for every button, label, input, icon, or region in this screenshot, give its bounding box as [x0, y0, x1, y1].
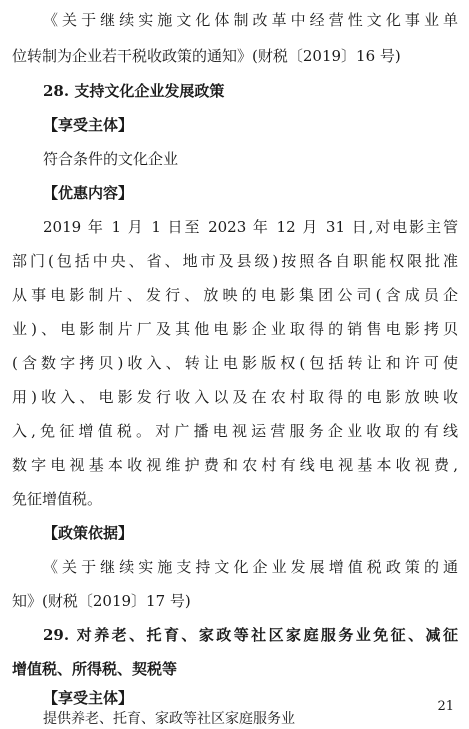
text-line: 从事电影制片、发行、放映的电影集团公司(含成员企	[12, 286, 458, 304]
subheading-policy-basis: 【政策依据】	[43, 524, 134, 542]
text-line: 入,免征增值税。对广播电视运营服务企业收取的有线	[12, 422, 458, 440]
section-heading-29: 29. 对养老、托育、家政等社区家庭服务业免征、减征	[43, 626, 458, 644]
section-heading-28: 28. 支持文化企业发展政策	[43, 82, 225, 100]
text-line: 用)收入、电影发行收入以及在农村取得的电影放映收	[12, 388, 458, 406]
text-line: 免征增值税。	[12, 490, 103, 508]
text-line: 部门(包括中央、省、地市及县级)按照各自职能权限批准	[12, 252, 458, 270]
subheading-beneficiary: 【享受主体】	[43, 116, 134, 134]
subheading-preferential-content: 【优惠内容】	[43, 184, 134, 202]
text-line: 业)、电影制片厂及其他电影企业取得的销售电影拷贝	[12, 320, 458, 338]
text-line: 《关于继续实施文化体制改革中经营性文化事业单	[43, 11, 458, 29]
page-number: 21	[437, 699, 454, 714]
text-line: 提供养老、托育、家政等社区家庭服务业	[43, 711, 295, 727]
section-heading-29-continued: 增值税、所得税、契税等	[12, 660, 178, 678]
text-line: 符合条件的文化企业	[43, 150, 179, 168]
text-line: 《关于继续实施支持文化企业发展增值税政策的通	[43, 558, 458, 576]
subheading-beneficiary-2: 【享受主体】	[43, 689, 134, 707]
text-line: 知》(财税〔2019〕17 号)	[12, 592, 191, 610]
text-line: (含数字拷贝)收入、转让电影版权(包括转让和许可使	[12, 354, 458, 372]
text-line: 数字电视基本收视维护费和农村有线电视基本收视费,	[12, 456, 458, 474]
text-line: 2019 年 1 月 1 日至 2023 年 12 月 31 日,对电影主管	[43, 218, 458, 236]
text-line: 位转制为企业若干税收政策的通知》(财税〔2019〕16 号)	[12, 47, 401, 65]
